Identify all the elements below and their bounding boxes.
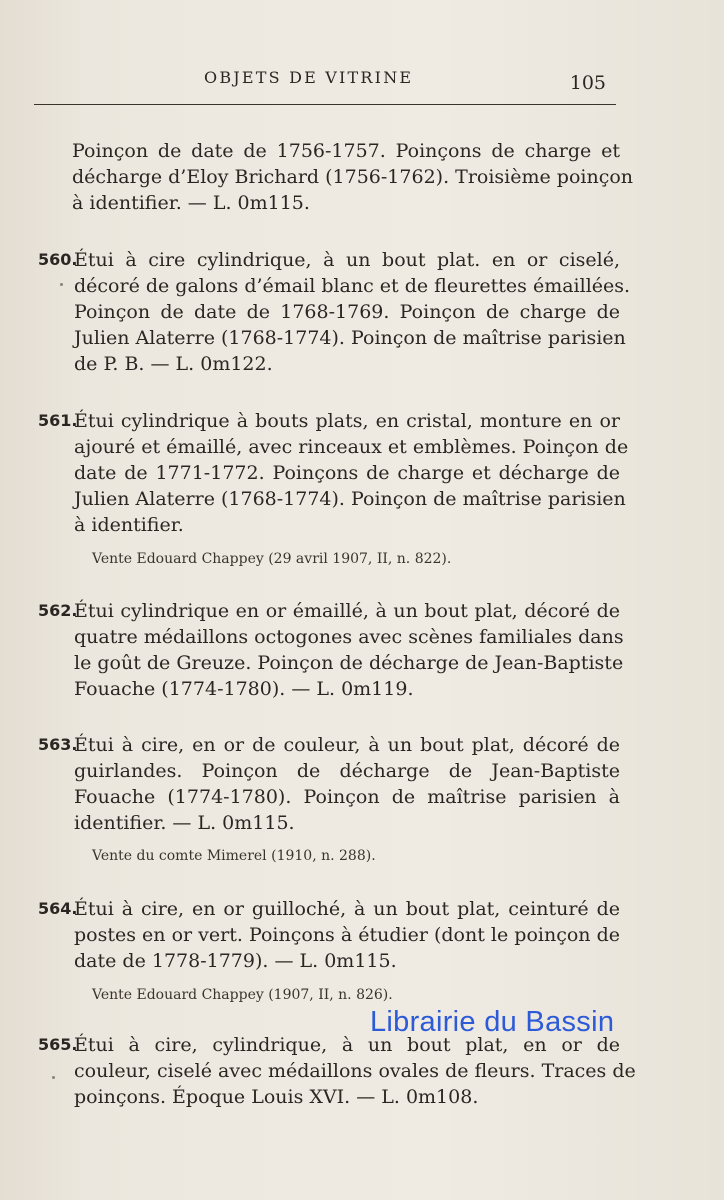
catalog-entry-561: [38, 408, 629, 538]
catalog-entry-564: [38, 896, 620, 974]
entry-number: 565.: [38, 1035, 78, 1054]
entry-number: 561.: [38, 411, 78, 430]
entry-number: 563.: [38, 735, 78, 754]
text-line: Étui à cire, en or de couleur, à un bout plat, décoré de: [74, 734, 620, 756]
catalog-entry-562: [38, 598, 624, 702]
text-line: Étui à cire, en or guilloché, à un bout plat, ceinturé de: [74, 898, 620, 920]
page-number: 105: [569, 72, 606, 94]
entry-number: 562.: [38, 601, 78, 620]
text-line: guirlandes. Poinçon de décharge de Jean-Baptiste: [74, 760, 620, 782]
continuation-paragraph: [72, 138, 634, 216]
text-line: Fouache (1774-1780). Poinçon de maîtrise parisien à: [74, 786, 620, 808]
text-line: poinçons. Époque Louis XVI. — L. 0m108.: [74, 1086, 479, 1108]
speck: [60, 283, 63, 286]
text-line: décoré de galons d’émail blanc et de fleurettes émaillées.: [74, 275, 631, 297]
text-line: postes en or vert. Poinçons à étudier (dont le poinçon de: [74, 924, 620, 946]
running-title: OBJETS DE VITRINE: [204, 68, 414, 87]
catalog-entry-560: [38, 247, 631, 377]
entry-number: 564.: [38, 899, 78, 918]
text-line: à identifier.: [74, 514, 184, 536]
text-line: ajouré et émaillé, avec rinceaux et emblèmes. Poinçon de: [74, 436, 629, 458]
catalog-entry-565: [38, 1032, 636, 1110]
text-line: Fouache (1774-1780). — L. 0m119.: [74, 678, 414, 700]
text-line: Julien Alaterre (1768-1774). Poinçon de maîtrise parisien: [74, 327, 626, 349]
text-line: Poinçon de date de 1756-1757. Poinçons de charge et: [72, 140, 620, 162]
text-line: Étui à cire, cylindrique, à un bout plat, en or de: [74, 1034, 620, 1056]
entry-number: 560.: [38, 250, 78, 269]
text-line: décharge d’Eloy Brichard (1756-1762). Troisième poinçon: [72, 166, 634, 188]
text-line: date de 1778-1779). — L. 0m115.: [74, 950, 397, 972]
text-line: date de 1771-1772. Poinçons de charge et décharge de: [74, 462, 620, 484]
text-line: Julien Alaterre (1768-1774). Poinçon de maîtrise parisien: [74, 488, 626, 510]
text-line: à identifier. — L. 0m115.: [72, 192, 310, 214]
provenance-note: Vente du comte Mimerel (1910, n. 288).: [92, 848, 376, 864]
text-line: couleur, ciselé avec médaillons ovales de fleurs. Traces de: [74, 1060, 636, 1082]
text-line: quatre médaillons octogones avec scènes familiales dans: [74, 626, 624, 648]
provenance-note: Vente Edouard Chappey (1907, II, n. 826).: [92, 987, 393, 1003]
text-line: identifier. — L. 0m115.: [74, 812, 295, 834]
provenance-note: Vente Edouard Chappey (29 avril 1907, II, n. 822).: [92, 551, 452, 567]
speck: [52, 1076, 55, 1079]
catalog-entry-563: [38, 732, 620, 836]
text-line: Étui cylindrique à bouts plats, en cristal, monture en or: [74, 410, 620, 432]
watermark: Librairie du Bassin: [370, 1006, 615, 1038]
text-line: Poinçon de date de 1768-1769. Poinçon de charge de: [74, 301, 620, 323]
page-header: [34, 62, 616, 105]
text-line: le goût de Greuze. Poinçon de décharge de Jean-Baptiste: [74, 652, 624, 674]
text-line: Étui à cire cylindrique, à un bout plat. en or ciselé,: [74, 249, 620, 271]
text-line: Étui cylindrique en or émaillé, à un bout plat, décoré de: [74, 600, 620, 622]
text-line: de P. B. — L. 0m122.: [74, 353, 273, 375]
